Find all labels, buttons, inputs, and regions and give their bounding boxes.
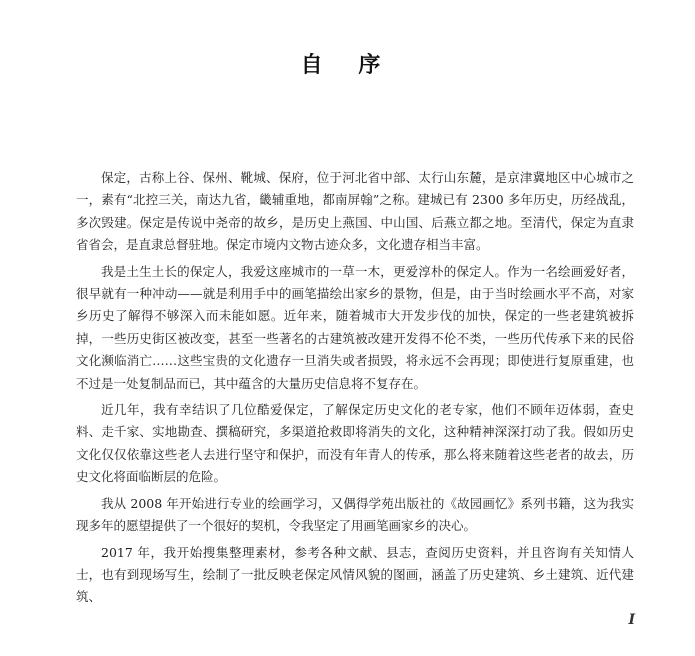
paragraph: 2017 年，我开始搜集整理素材，参考各种文献、县志，查阅历史资料，并且咨询有关知情人士，也有到现场写生，绘制了一批反映老保定风情风貌的图画，涵盖了历史建筑、乡土建筑、近代建筑、: [76, 544, 634, 605]
paragraph: 我从 2008 年开始进行专业的绘画学习，又偶得学苑出版社的《故园画忆》系列书籍，这为我实现多年的愿望提供了一个很好的契机，令我坚定了用画笔画家乡的决心。: [76, 495, 634, 534]
page-number: I: [628, 612, 635, 628]
page-title: 自 序: [300, 52, 395, 78]
paragraph: 近几年，我有幸结识了几位酷爱保定，了解保定历史文化的老专家，他们不顾年迈体弱，查史料、走千家、实地勘查、撰稿研究，多渠道抢救即将消失的文化，这种精神深深打动了我。假如历史文化仅仅依靠这些老人去进行坚守和保护，而没有年青人的传承，那么将来随着这些老者的故去，历史文化将面临断层的危险。: [76, 402, 634, 485]
paragraph: 保定，古称上谷、保州、靴城、保府，位于河北省中部、太行山东麓，是京津冀地区中心城市之一，素有“北控三关，南达九省，畿辅重地，都南屏翰”之称。建城已有 2300 多年历史，历经战乱，多次毁建。保定是传说中尧帝的故乡，是历史上燕国、中山国、后燕立都之地。至清代，保定为直隶省省会，是直隶总督驻地。保定市境内文物古迹众多，文化遗存相当丰富。: [76, 170, 634, 253]
preface-body: [76, 167, 634, 613]
paragraph: 我是土生土长的保定人，我爱这座城市的一草一木，更爱淳朴的保定人。作为一名绘画爱好者，很早就有一种冲动——就是利用手中的画笔描绘出家乡的景物，但是，由于当时绘画水平不高，对家乡历史了解得不够深入而未能如愿。近年来，随着城市大开发步伐的加快，保定的一些老建筑被拆掉，一些历史街区被改变，甚至一些著名的古建筑被改建开发得不伦不类，一些历代传承下来的民俗文化濒临消亡……这些宝贵的文化遗存一旦消失或者损毁，将永远不会再现；即使进行复原重建，也不过是一处复制品而已，其中蕴含的大量历史信息将不复存在。: [76, 263, 634, 391]
